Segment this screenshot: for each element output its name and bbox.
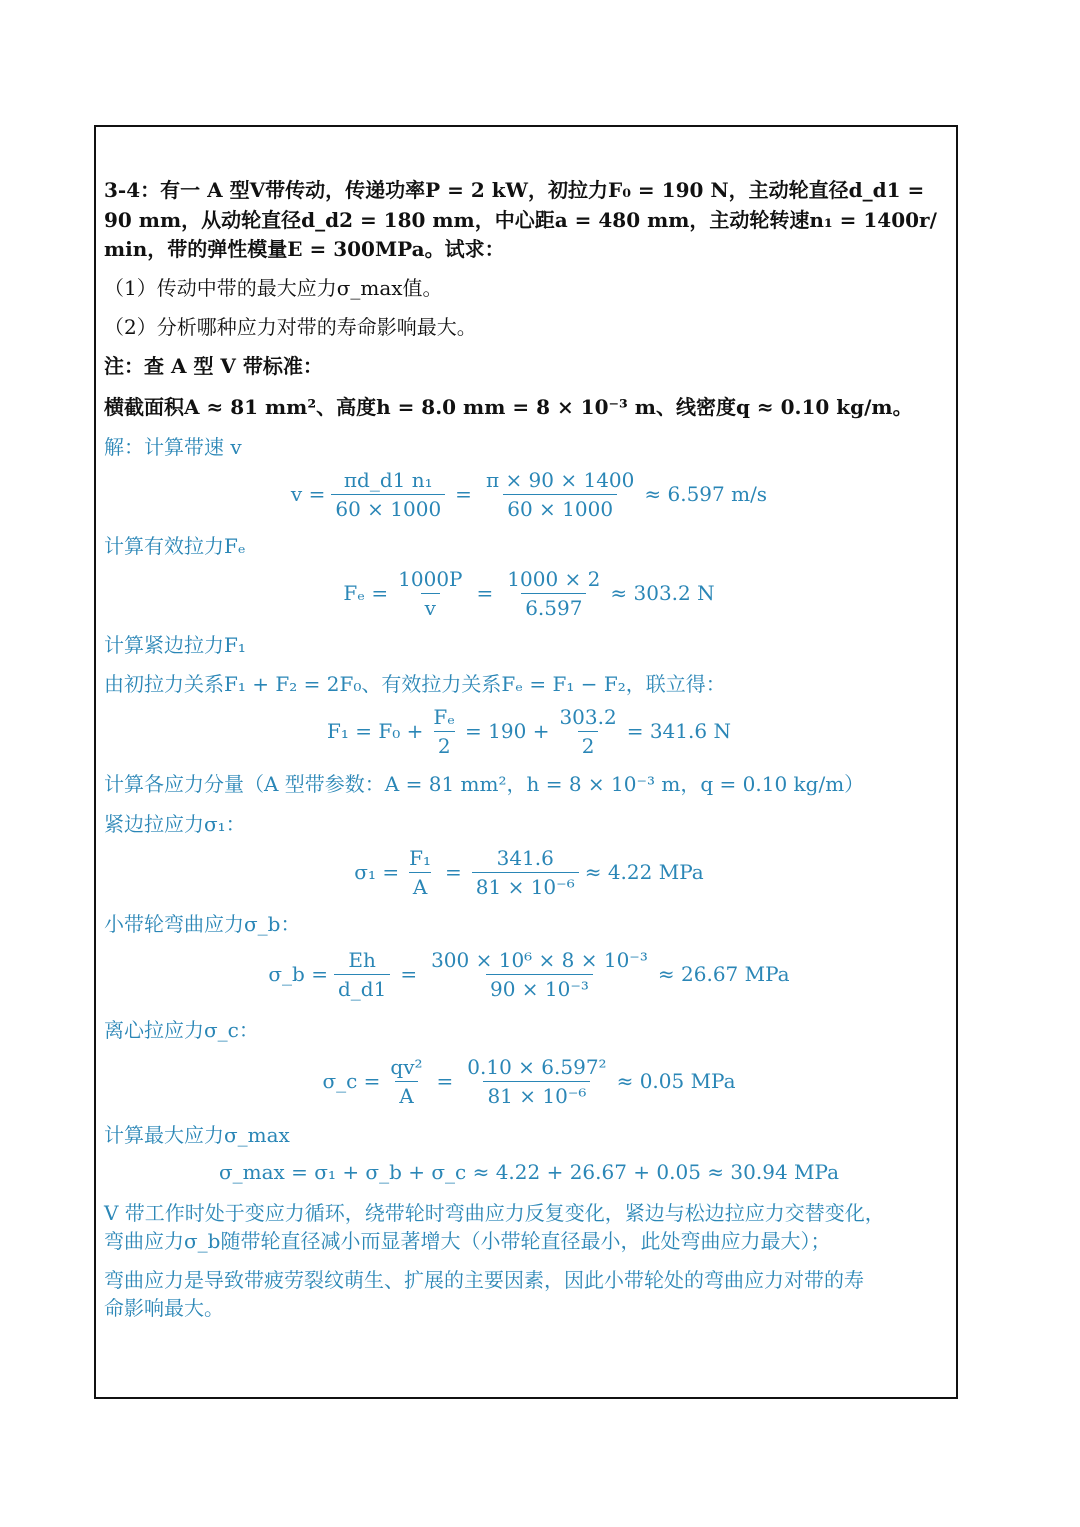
eq-result: ≈ 6.597 m/s [644, 482, 768, 506]
eq-lhs: Fₑ = [343, 581, 389, 605]
equation-tight-force [104, 700, 954, 762]
denominator: A [409, 872, 431, 899]
eq-lhs: v = [290, 482, 326, 506]
denominator: 6.597 [521, 593, 586, 620]
question-item-2: （2）分析哪种应力对带的寿命影响最大。 [104, 315, 477, 339]
note-parameters: 横截面积A ≈ 81 mm²、高度h = 8.0 mm = 8 × 10⁻³ m、线密度q ≈ 0.10 kg/m。 [104, 395, 913, 419]
eq-middle: = 190 + [465, 719, 550, 743]
solution-step-stress-components: 计算各应力分量（A 型带参数：A = 81 mm²，h = 8 × 10⁻³ m，q = 0.10 kg/m） [104, 772, 865, 796]
eq-fraction-1 [386, 1055, 426, 1108]
eq-fraction-1 [331, 468, 445, 521]
note-title: 注：查 A 型 V 带标准： [104, 354, 323, 378]
eq-fraction-2 [503, 567, 604, 620]
numerator: 341.6 [496, 845, 554, 870]
solution-tension-stress-label: 紧边拉应力σ₁： [104, 812, 246, 836]
eq-result: ≈ 4.22 MPa [584, 860, 704, 884]
denominator: 60 × 1000 [331, 494, 445, 521]
eq-result: ≈ 0.05 MPa [616, 1069, 736, 1093]
numerator: 1000P [398, 566, 463, 591]
equation-effective-force [104, 561, 954, 625]
solution-step-speed: 解：计算带速 v [104, 435, 242, 459]
equation-speed [104, 462, 954, 526]
numerator: 300 × 10⁶ × 8 × 10⁻³ [431, 947, 648, 972]
solution-max-stress-label: 计算最大应力σ_max [104, 1123, 290, 1147]
numerator: Fₑ [433, 704, 456, 729]
equation-max-stress: σ_max = σ₁ + σ_b + σ_c ≈ 4.22 + 26.67 + 0.05 ≈ 30.94 MPa [219, 1160, 839, 1184]
numerator: qv² [390, 1054, 423, 1079]
denominator: 2 [434, 731, 455, 758]
solution-step-effective-force: 计算有效拉力Fₑ [104, 534, 246, 558]
denominator: 81 × 10⁻⁶ [483, 1081, 590, 1108]
equation-centrifugal-stress [104, 1049, 954, 1113]
equals-sign: = [445, 860, 462, 884]
equation-bending-stress [104, 942, 954, 1006]
eq-fraction-2 [482, 468, 638, 521]
eq-fraction-2 [427, 948, 652, 1001]
eq-fraction-1 [405, 846, 435, 899]
conclusion-para2-line2: 命影响最大。 [104, 1296, 224, 1320]
solution-step-tight-force: 计算紧边拉力F₁ [104, 633, 246, 657]
numerator: 0.10 × 6.597² [467, 1054, 607, 1079]
numerator: πd_d1 n₁ [343, 467, 433, 492]
eq-lhs: σ_c = [322, 1069, 381, 1093]
equals-sign: = [436, 1069, 454, 1093]
denominator: 81 × 10⁻⁶ [472, 872, 579, 899]
conclusion-para1-line1: V 带工作时处于变应力循环，绕带轮时弯曲应力反复变化，紧边与松边拉应力交替变化， [104, 1201, 885, 1225]
denominator: A [395, 1081, 417, 1108]
equals-sign: = [476, 581, 494, 605]
numerator: π × 90 × 1400 [485, 467, 635, 492]
conclusion-para2-line1: 弯曲应力是导致带疲劳裂纹萌生、扩展的主要因素，因此小带轮处的弯曲应力对带的寿 [104, 1268, 864, 1292]
eq-lhs: σ_b = [268, 962, 328, 986]
denominator: v [421, 593, 440, 620]
problem-line-3: min，带的弹性模量E = 300MPa。试求： [104, 237, 505, 261]
equals-sign: = [455, 482, 472, 506]
equals-sign: = [400, 962, 418, 986]
conclusion-para1-line2: 弯曲应力σ_b随带轮直径减小而显著增大（小带轮直径最小，此处弯曲应力最大）； [104, 1229, 831, 1253]
eq-result: = 341.6 N [626, 719, 731, 743]
numerator: Eh [348, 947, 376, 972]
denominator: 2 [578, 731, 599, 758]
eq-lhs: σ₁ = [354, 860, 400, 884]
denominator: 60 × 1000 [503, 494, 617, 521]
equation-tension-stress [104, 840, 954, 904]
numerator: 303.2 [559, 704, 617, 729]
numerator: F₁ [409, 845, 431, 870]
eq-fraction-2 [555, 705, 620, 758]
eq-fraction-2 [472, 846, 579, 899]
denominator: d_d1 [334, 974, 390, 1001]
question-item-1: （1）传动中带的最大应力σ_max值。 [104, 276, 443, 300]
eq-lhs: F₁ = F₀ + [327, 719, 424, 743]
eq-fraction-1 [334, 948, 390, 1001]
numerator: 1000 × 2 [507, 566, 601, 591]
solution-bending-stress-label: 小带轮弯曲应力σ_b： [104, 912, 301, 936]
eq-fraction-1 [429, 705, 459, 758]
eq-result: ≈ 26.67 MPa [657, 962, 790, 986]
eq-fraction-2 [463, 1055, 610, 1108]
denominator: 90 × 10⁻³ [486, 974, 593, 1001]
problem-line-1: 3-4：有一 A 型V带传动，传递功率P = 2 kW，初拉力F₀ = 190 N，主动轮直径d_d1 = [104, 178, 925, 202]
solution-force-relations: 由初拉力关系F₁ + F₂ = 2F₀、有效拉力关系Fₑ = F₁ − F₂，联立得： [104, 672, 726, 696]
eq-result: ≈ 303.2 N [610, 581, 715, 605]
problem-line-2: 90 mm，从动轮直径d_d2 = 180 mm，中心距a = 480 mm，主动轮转速n₁ = 1400r/ [104, 208, 937, 232]
eq-fraction-1 [394, 567, 466, 620]
solution-centrifugal-stress-label: 离心拉应力σ_c： [104, 1018, 259, 1042]
